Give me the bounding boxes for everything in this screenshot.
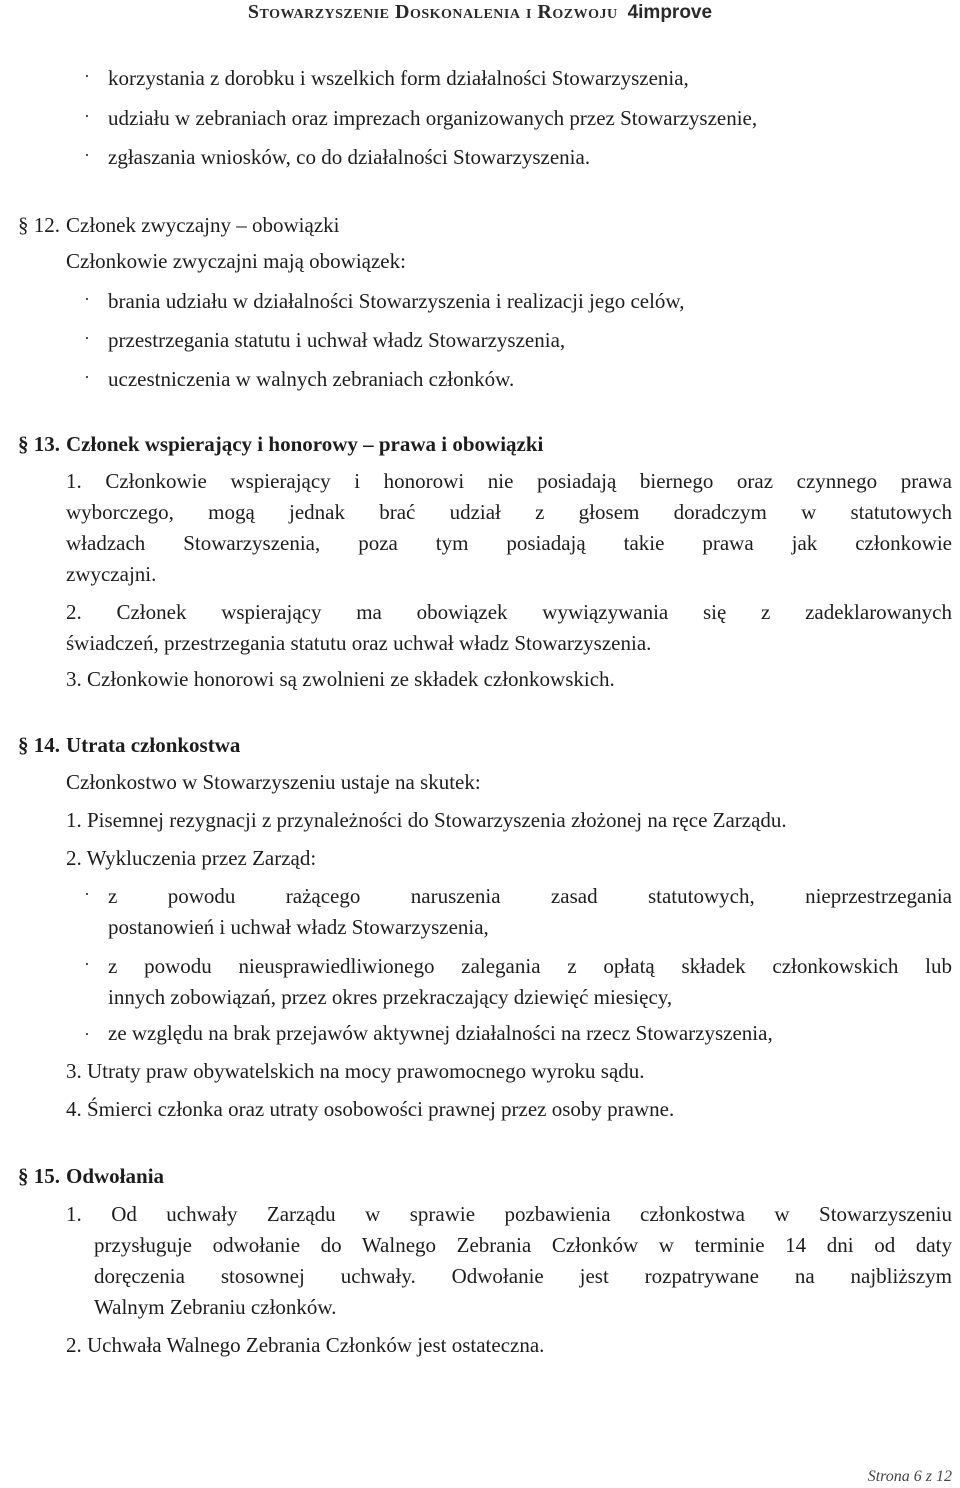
- paragraph: [66, 597, 952, 659]
- section-number: § 12.: [18, 213, 60, 237]
- text-line: wyborczego, mogą jednak brać udział z głosem doradczym w statutowych: [66, 500, 952, 524]
- text-line: postanowień i uchwał władz Stowarzyszenia,: [108, 915, 489, 939]
- list-item: przestrzegania statutu i uchwał władz Stowarzyszenia,: [108, 328, 566, 352]
- text-line: doręczenia stosownej uchwały. Odwołanie jest rozpatrywane na najbliższym: [94, 1264, 952, 1288]
- paragraph: [66, 1199, 952, 1323]
- list-item: 4. Śmierci członka oraz utraty osobowości prawnej przez osoby prawne.: [66, 1097, 675, 1121]
- list-item: uczestniczenia w walnych zebraniach członków.: [108, 367, 515, 391]
- text-line: zwyczajni.: [66, 562, 157, 586]
- list-item: 1. Pisemnej rezygnacji z przynależności do Stowarzyszenia złożonej na ręce Zarządu.: [66, 808, 787, 832]
- header-brand: 4improve: [627, 2, 713, 23]
- text-line: przysługuje odwołanie do Walnego Zebrania Członków w terminie 14 dni od daty: [94, 1233, 952, 1257]
- text-line: 2. Członek wspierający ma obowiązek wywiązywania się z zadeklarowanych: [66, 600, 952, 624]
- text-line: Walnym Zebraniu członków.: [94, 1295, 337, 1319]
- page-number: Strona 6 z 12: [867, 1468, 952, 1485]
- bullet-marker: ·: [84, 328, 90, 348]
- text-line: władzach Stowarzyszenia, poza tym posiadają takie prawa jak członkowie: [66, 531, 952, 555]
- bullet-marker: ·: [84, 289, 90, 309]
- section-intro: Członkostwo w Stowarzyszeniu ustaje na skutek:: [66, 770, 481, 794]
- list-item: zgłaszania wniosków, co do działalności Stowarzyszenia.: [108, 145, 591, 169]
- text-line: świadczeń, przestrzegania statutu oraz uchwał władz Stowarzyszenia.: [66, 631, 652, 655]
- bullet-marker: ·: [84, 954, 90, 974]
- bullet-marker: ·: [84, 1024, 90, 1044]
- bullet-marker: ·: [84, 66, 90, 86]
- bullet-marker: ·: [84, 884, 90, 904]
- section-number: § 14.: [18, 733, 60, 757]
- header-title: Stowarzyszenie Doskonalenia i Rozwoju: [247, 1, 618, 23]
- list-item: ze względu na brak przejawów aktywnej działalności na rzecz Stowarzyszenia,: [108, 1021, 773, 1045]
- page-header: [0, 0, 960, 24]
- section-title: Członek wspierający i honorowy – prawa i obowiązki: [66, 432, 544, 456]
- section-title: Utrata członkostwa: [66, 733, 241, 757]
- list-item: [108, 881, 952, 943]
- text-line: 1. Od uchwały Zarządu w sprawie pozbawienia członkostwa w Stowarzyszeniu: [66, 1202, 952, 1226]
- text-line: innych zobowiązań, przez okres przekraczający dziewięć miesięcy,: [108, 985, 673, 1009]
- list-item: 2. Wykluczenia przez Zarząd:: [66, 846, 317, 870]
- list-item: 3. Utraty praw obywatelskich na mocy prawomocnego wyroku sądu.: [66, 1059, 645, 1083]
- text-line: 1. Członkowie wspierający i honorowi nie posiadają biernego oraz czynnego prawa: [66, 469, 952, 493]
- section-title: Odwołania: [66, 1164, 165, 1188]
- bullet-marker: ·: [84, 145, 90, 165]
- list-item: brania udziału w działalności Stowarzyszenia i realizacji jego celów,: [108, 289, 685, 313]
- text-line: z powodu rażącego naruszenia zasad statutowych, nieprzestrzegania: [108, 884, 952, 908]
- list-item: [108, 951, 952, 1013]
- bullet-marker: ·: [84, 367, 90, 387]
- list-item: udziału w zebraniach oraz imprezach organizowanych przez Stowarzyszenie,: [108, 106, 758, 130]
- list-item: korzystania z dorobku i wszelkich form działalności Stowarzyszenia,: [108, 66, 689, 90]
- text-line: z powodu nieusprawiedliwionego zalegania z opłatą składek członkowskich lub: [108, 954, 952, 978]
- paragraph: 3. Członkowie honorowi są zwolnieni ze składek członkowskich.: [66, 667, 615, 691]
- bullet-marker: ·: [84, 106, 90, 126]
- section-number: § 13.: [18, 432, 60, 456]
- section-number: § 15.: [18, 1164, 60, 1188]
- section-intro: Członkowie zwyczajni mają obowiązek:: [66, 249, 406, 273]
- section-title: Członek zwyczajny – obowiązki: [66, 213, 340, 237]
- paragraph: 2. Uchwała Walnego Zebrania Członków jest ostateczna.: [66, 1333, 545, 1357]
- paragraph: [66, 466, 952, 590]
